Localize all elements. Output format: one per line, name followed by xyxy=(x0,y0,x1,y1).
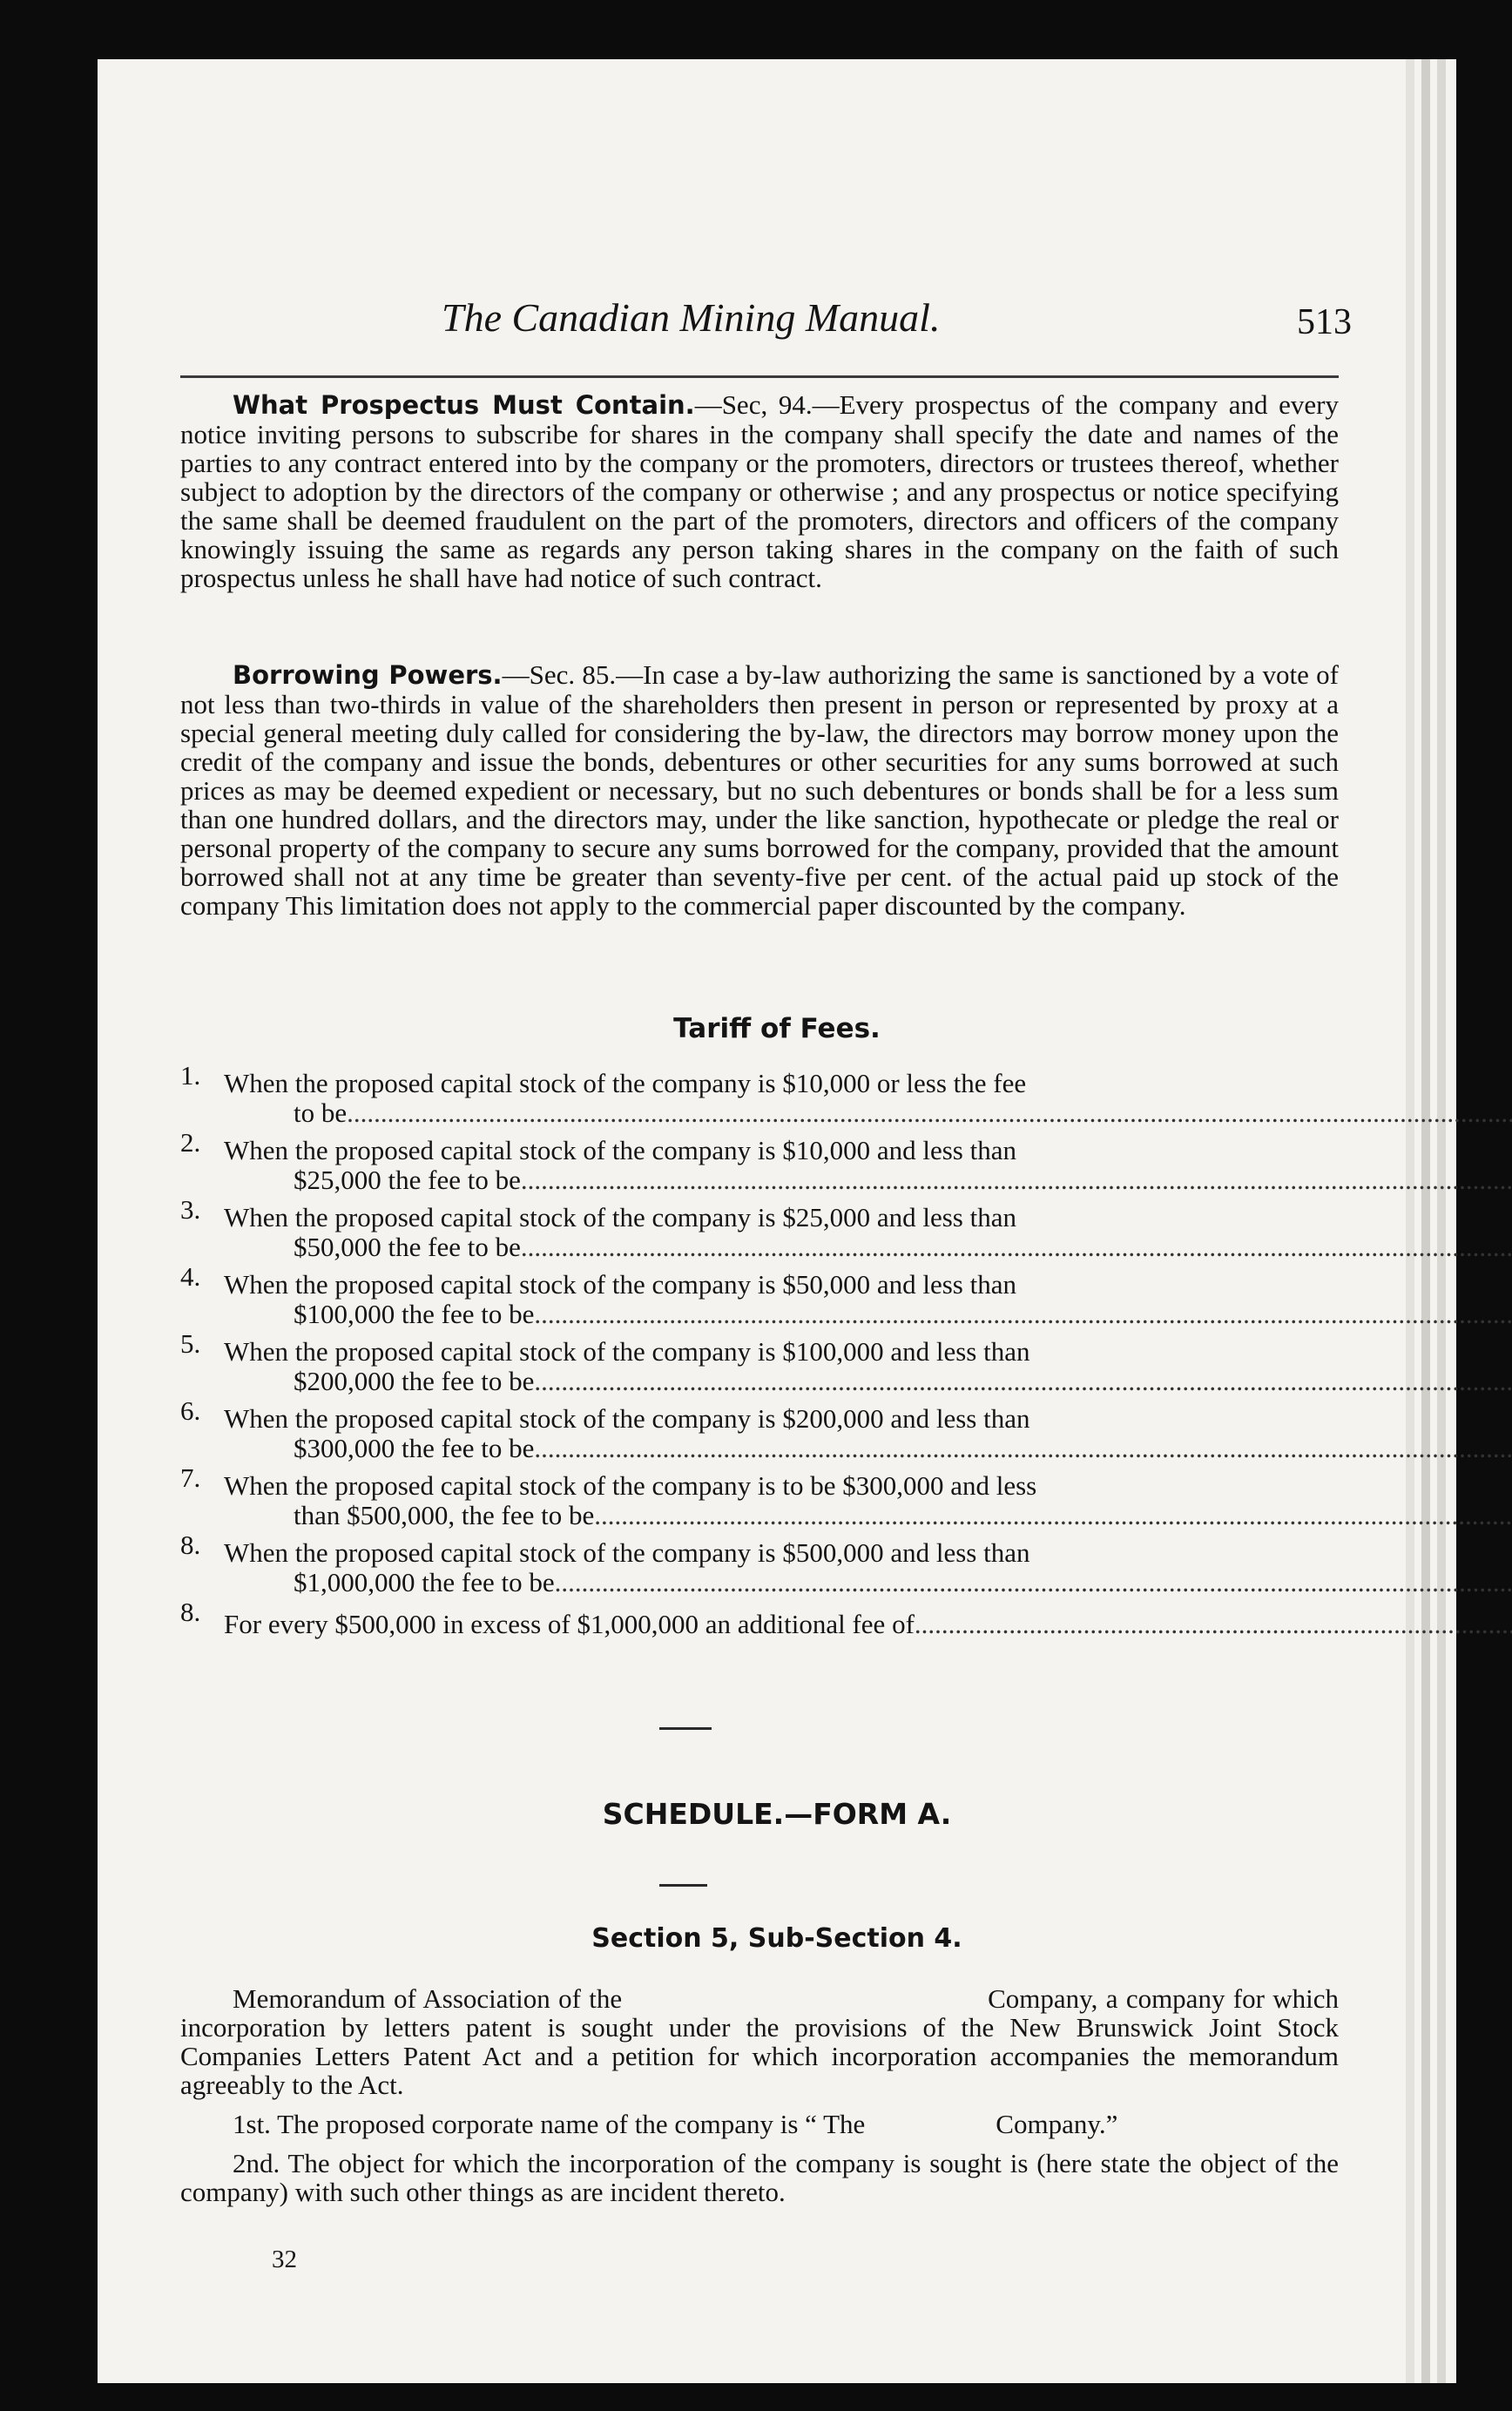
leader-dots xyxy=(521,1233,1512,1262)
memorandum-first-end: Company.” xyxy=(996,2109,1118,2139)
borrowing-lead: Borrowing Powers. xyxy=(233,660,503,690)
tariff-item-continuation xyxy=(224,1610,1512,1639)
prospectus-paragraph xyxy=(180,390,1339,592)
tariff-item xyxy=(180,1195,1339,1262)
running-title: The Canadian Mining Manual. xyxy=(442,295,941,340)
tariff-item-continuation xyxy=(224,1568,1512,1597)
tariff-item xyxy=(180,1061,1339,1128)
tariff-item-text xyxy=(224,1270,1512,1329)
leader-dots xyxy=(534,1434,1512,1463)
tariff-item-description: When the proposed capital stock of the company is $200,000 and less than xyxy=(224,1403,1030,1434)
borrowing-paragraph xyxy=(180,660,1339,920)
tariff-heading: Tariff of Fees. xyxy=(673,1013,881,1044)
leader-dots xyxy=(534,1300,1512,1329)
tariff-item-continuation xyxy=(224,1300,1512,1329)
tariff-item-description: When the proposed capital stock of the company is $100,000 and less than xyxy=(224,1336,1030,1367)
prospectus-body: —Sec, 94.—Every prospectus of the company and every notice inviting persons to subscribe for shares in the company shall specify the date and names of the parties to any contract entered into by the company or the promoters, directors or trustees thereof, whether subject to adoption by the directors of the company or otherwise ; and any prospectus or notice specifying the same shall be deemed fraudulent on the part of the promoters, directors and officers of the company knowingly issuing the same as regards any person taking shares in the company on the faith of such prospectus unless he shall have had notice of such contract. xyxy=(180,389,1339,593)
tariff-item-description: When the proposed capital stock of the company is to be $300,000 and less xyxy=(224,1470,1037,1501)
memorandum-first-start: 1st. The proposed corporate name of the company is “ The xyxy=(233,2109,866,2139)
tariff-item xyxy=(180,1396,1339,1463)
memorandum-intro-company: Company, a xyxy=(988,1983,1118,2014)
page-number: 513 xyxy=(1297,302,1352,342)
tariff-item-number: 6. xyxy=(180,1395,201,1426)
tariff-item-continuation xyxy=(224,1501,1512,1530)
tariff-item-text xyxy=(224,1136,1512,1195)
borrowing-body: —Sec. 85.—In case a by-law authorizing the same is sanctioned by a vote of not less than two-thirds in value of the shareholders then present in person or represented by proxy at a special general meeting duly called for considering the by-law, the directors may borrow money upon the credit of the company and issue the bonds, debentures or other securities for any sums borrowed at such prices as may be deemed expedient or necessary, but no such debentures or bonds shall be for a less sum than one hundred dollars, and the directors may, under the like sanction, hypothecate or pledge the real or personal property of the company to secure any sums borrowed for the company, provided that the amount borrowed shall not at any time be greater than seventy-five per cent. of the actual paid up stock of the company This limitation does not apply to the commercial paper discounted by the company. xyxy=(180,659,1339,921)
book-page xyxy=(98,59,1456,2383)
tariff-item-continuation xyxy=(224,1367,1512,1396)
leader-dots xyxy=(594,1501,1512,1530)
tariff-item xyxy=(180,1530,1339,1597)
header-rule xyxy=(180,375,1339,378)
tariff-item-continuation xyxy=(224,1098,1512,1128)
tariff-item-additional xyxy=(180,1597,1339,1639)
tariff-item-cont-text: $200,000 the fee to be xyxy=(294,1366,535,1396)
tariff-item-number: 3. xyxy=(180,1194,201,1225)
tariff-item-text xyxy=(224,1610,1512,1639)
tariff-item-number: 7. xyxy=(180,1462,201,1493)
memorandum-second: 2nd. The object for which the incorporation of the company is sought is (here state the object of the company) with such other things as are incident thereto. xyxy=(180,2148,1339,2207)
memorandum xyxy=(180,1984,1339,2217)
tariff-item xyxy=(180,1262,1339,1329)
memorandum-intro-rest: company for which incorporation by letters patent is sought under the provisions of the New Brunswick Joint Stock Companies Letters Patent Act and a petition for which incorporation accompanies the memorandum agreeably to the Act. xyxy=(180,1983,1339,2100)
section-divider xyxy=(659,1884,707,1887)
tariff-item-cont-text: $100,000 the fee to be xyxy=(294,1299,535,1329)
memorandum-first xyxy=(180,2110,1339,2138)
leader-dots xyxy=(347,1098,1512,1128)
tariff-item xyxy=(180,1463,1339,1530)
prospectus-lead: What Prospectus Must Contain. xyxy=(233,390,695,420)
tariff-item-number: 8. xyxy=(180,1597,201,1627)
tariff-item-number: 5. xyxy=(180,1328,201,1359)
signature-mark: 32 xyxy=(272,2246,297,2273)
tariff-item-text xyxy=(224,1337,1512,1396)
tariff-item-text xyxy=(224,1538,1512,1597)
tariff-item-description: When the proposed capital stock of the company is $25,000 and less than xyxy=(224,1202,1016,1233)
tariff-item-cont-text: $300,000 the fee to be xyxy=(294,1433,535,1463)
tariff-item-cont-text: $1,000,000 the fee to be xyxy=(294,1567,555,1597)
leader-dots xyxy=(915,1610,1512,1639)
tariff-item xyxy=(180,1128,1339,1195)
tariff-item-description: When the proposed capital stock of the company is $500,000 and less than xyxy=(224,1537,1030,1568)
leader-dots xyxy=(555,1568,1512,1597)
tariff-item-continuation xyxy=(224,1233,1512,1262)
tariff-item-text xyxy=(224,1404,1512,1463)
tariff-item-cont-text: $25,000 the fee to be xyxy=(294,1165,521,1195)
tariff-item-text xyxy=(224,1203,1512,1262)
memorandum-intro-start: Memorandum of Association of the xyxy=(233,1983,623,2014)
tariff-item-number: 2. xyxy=(180,1127,201,1158)
tariff-item-cont-text: than $500,000, the fee to be xyxy=(294,1500,595,1530)
section-heading: Section 5, Sub-Section 4. xyxy=(591,1923,962,1954)
tariff-list xyxy=(180,1061,1339,1639)
tariff-item-continuation xyxy=(224,1165,1512,1195)
tariff-item-description: When the proposed capital stock of the company is $10,000 or less the fee xyxy=(224,1068,1027,1098)
tariff-item xyxy=(180,1329,1339,1396)
tariff-item-number: 8. xyxy=(180,1530,201,1560)
section-divider xyxy=(659,1727,712,1730)
memorandum-intro xyxy=(180,1984,1339,2099)
tariff-item-text xyxy=(224,1471,1512,1530)
tariff-item-description: For every $500,000 in excess of $1,000,000 an additional fee of xyxy=(224,1609,915,1639)
tariff-item-cont-text: $50,000 the fee to be xyxy=(294,1232,521,1262)
tariff-item-continuation xyxy=(224,1434,1512,1463)
tariff-item-description: When the proposed capital stock of the company is $10,000 and less than xyxy=(224,1135,1016,1165)
schedule-heading: SCHEDULE.—FORM A. xyxy=(602,1797,952,1831)
tariff-item-number: 4. xyxy=(180,1261,201,1292)
tariff-item-cont-text: to be xyxy=(294,1097,348,1128)
leader-dots xyxy=(534,1367,1512,1396)
tariff-item-number: 1. xyxy=(180,1060,201,1091)
leader-dots xyxy=(521,1165,1512,1195)
tariff-item-description: When the proposed capital stock of the company is $50,000 and less than xyxy=(224,1269,1016,1300)
tariff-item-text xyxy=(224,1069,1512,1128)
